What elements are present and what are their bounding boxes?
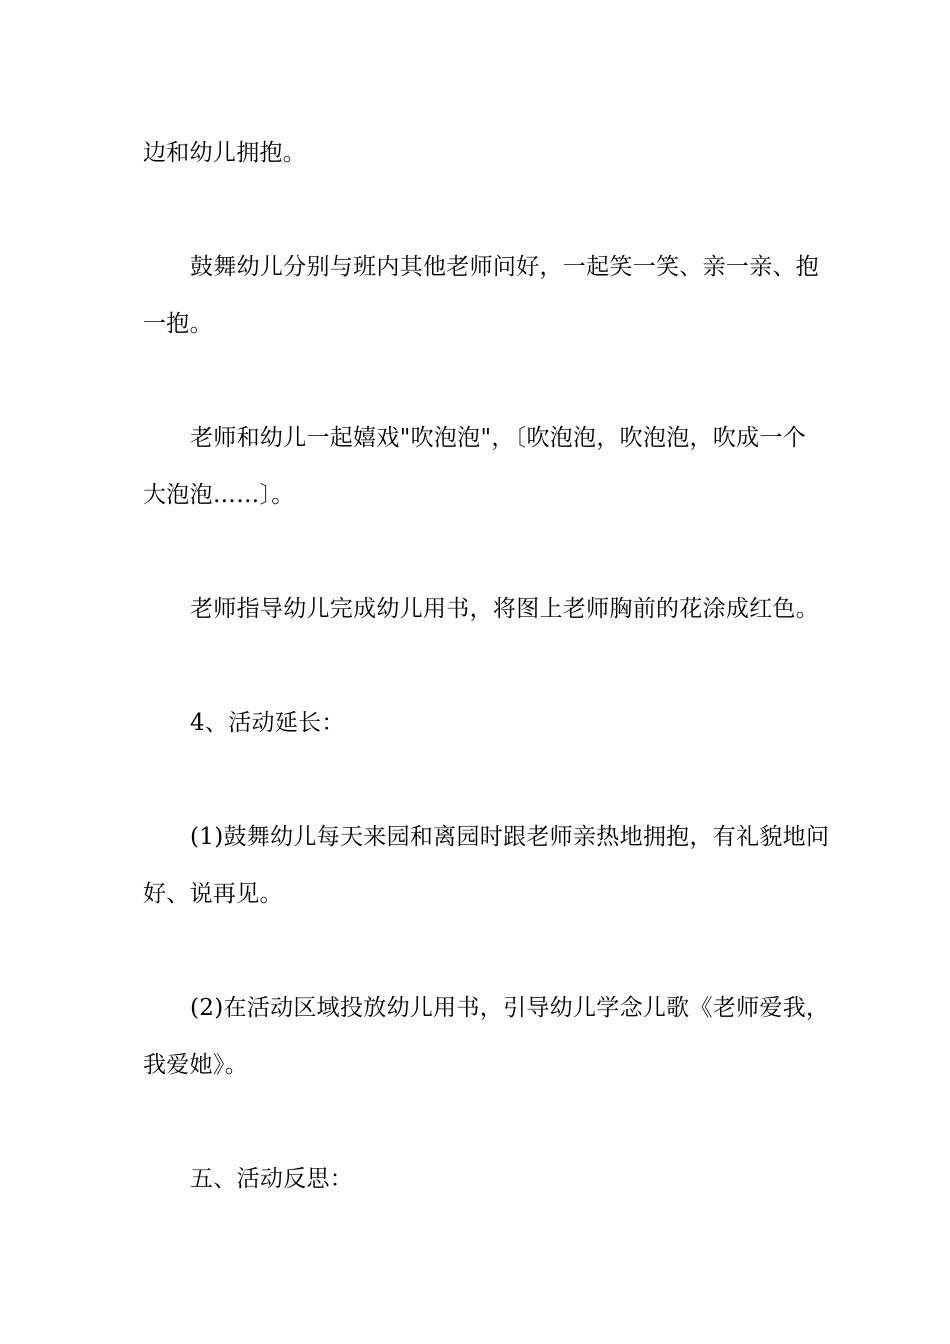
- paragraph-line: (2)在活动区域投放幼儿用书，引导幼儿学念儿歌《老师爱我，: [190, 995, 830, 1021]
- paragraph-line: 我爱她》。: [143, 1052, 248, 1078]
- paragraph-line: 边和幼儿拥抱。: [143, 140, 307, 166]
- paragraph-line: 好、说再见。: [143, 881, 283, 907]
- paragraph-line: (1)鼓舞幼儿每天来园和离园时跟老师亲热地拥抱，有礼貌地问: [190, 824, 830, 850]
- paragraph-line: 鼓舞幼儿分别与班内其他老师问好，一起笑一笑、亲一亲、抱: [190, 254, 820, 280]
- paragraph-line: 大泡泡……〕。: [143, 482, 295, 508]
- section-heading: 4、活动延长：: [190, 710, 345, 736]
- section-heading: 五、活动反思：: [190, 1166, 354, 1192]
- paragraph-line: 一抱。: [143, 311, 213, 337]
- paragraph-line: 老师和幼儿一起嬉戏"吹泡泡"，〔吹泡泡，吹泡泡，吹成一个: [190, 425, 807, 451]
- paragraph-line: 老师指导幼儿完成幼儿用书，将图上老师胸前的花涂成红色。: [190, 596, 820, 622]
